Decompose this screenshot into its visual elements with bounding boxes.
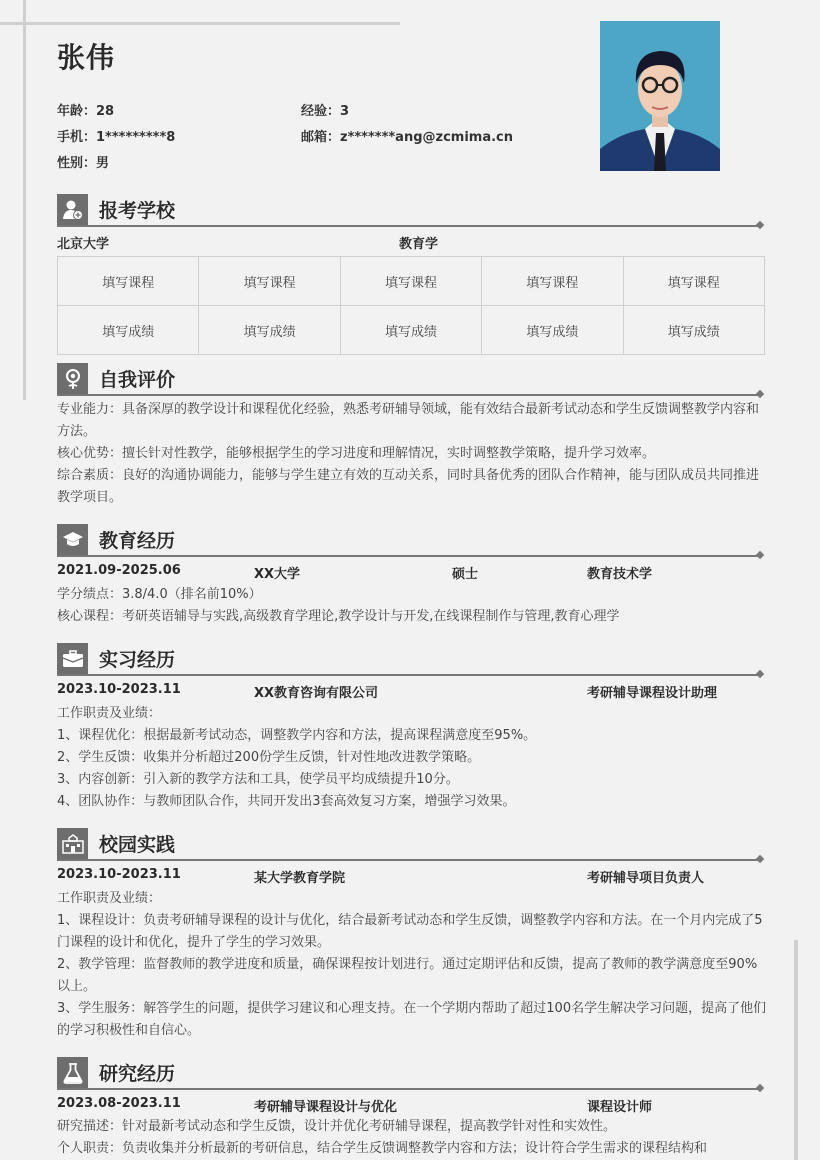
campus-role: 考研辅导项目负责人 — [587, 871, 705, 886]
internship-period: 2023.10-2023.11 — [57, 682, 181, 697]
divider-diamond — [756, 670, 764, 678]
score-cell[interactable]: 填写成绩 — [623, 306, 764, 355]
decorative-right-bar — [794, 940, 798, 1160]
campus-org: 某大学教育学院 — [254, 871, 346, 886]
divider-diamond — [756, 855, 764, 863]
course-cell[interactable]: 填写课程 — [58, 257, 199, 306]
self-evaluation-text — [57, 399, 767, 509]
evaluation-paragraph: 核心优势：擅长针对性教学，能够根据学生的学习进度和理解情况，实时调整教学策略，提升学习效率。 — [57, 446, 656, 461]
school-building-icon — [57, 828, 88, 859]
internship-role: 考研辅导课程设计助理 — [587, 686, 718, 701]
research-role: 课程设计师 — [587, 1100, 653, 1115]
gender-field — [57, 152, 109, 171]
score-cell[interactable]: 填写成绩 — [199, 306, 340, 355]
research-project: 考研辅导课程设计与优化 — [254, 1100, 398, 1115]
course-cell[interactable]: 填写课程 — [199, 257, 340, 306]
list-item: 1、课程优化：根据最新考试动态，调整教学内容和方法，提高课程满意度至95%。 — [57, 728, 537, 743]
phone-field — [57, 126, 175, 145]
section-title: 自我评价 — [99, 369, 176, 391]
list-item: 3、学生服务：解答学生的问题，提供学习建议和心理支持。在一个学期内帮助了超过100名学生解决学习问题，提高了他们的学习积极性和自信心。 — [57, 1001, 767, 1038]
research-description: 研究描述：针对最新考试动态和学生反馈，设计并优化考研辅导课程，提高教学针对性和实效性。 — [57, 1119, 617, 1134]
section-title: 实习经历 — [99, 649, 176, 671]
target-major: 教育学 — [399, 237, 439, 252]
score-cell[interactable]: 填写成绩 — [58, 306, 199, 355]
evaluation-paragraph: 专业能力：具备深厚的教学设计和课程优化经验，熟悉考研辅导领域，能有效结合最新考试动态和学生反馈调整教学内容和方法。 — [57, 402, 760, 439]
internship-company: XX教育咨询有限公司 — [254, 686, 379, 701]
score-cell[interactable]: 填写成绩 — [482, 306, 623, 355]
section-divider — [57, 674, 761, 676]
age-label: 年龄： — [57, 104, 97, 119]
campus-details — [57, 888, 767, 1042]
campus-intro: 工作职责及业绩： — [57, 891, 162, 906]
table-row-scores — [58, 306, 765, 355]
flask-icon — [57, 1057, 88, 1088]
section-divider — [57, 225, 761, 227]
experience-label: 经验： — [301, 104, 341, 119]
profile-photo — [600, 21, 720, 171]
education-degree: 硕士 — [452, 567, 479, 582]
user-add-icon — [57, 194, 88, 225]
course-cell[interactable]: 填写课程 — [340, 257, 481, 306]
section-divider — [57, 1088, 761, 1090]
experience-field — [301, 100, 349, 119]
course-cell[interactable]: 填写课程 — [623, 257, 764, 306]
score-cell[interactable]: 填写成绩 — [340, 306, 481, 355]
briefcase-icon — [57, 643, 88, 674]
list-item: 2、学生反馈：收集并分析超过200份学生反馈，针对性地改进教学策略。 — [57, 750, 481, 765]
gender-value: 男 — [96, 156, 110, 171]
list-item: 2、教学管理：监督教师的教学进度和质量，确保课程按计划进行。通过定期评估和反馈，提高了教师的教学满意度至90%以上。 — [57, 957, 758, 994]
email-field — [301, 126, 513, 145]
decorative-vertical-line — [23, 0, 26, 400]
section-header-target-school — [57, 194, 765, 225]
course-cell[interactable]: 填写课程 — [482, 257, 623, 306]
phone-value: 1*********8 — [96, 130, 176, 145]
list-item: 3、内容创新：引入新的教学方法和工具，使学员平均成绩提升10分。 — [57, 772, 459, 787]
education-period: 2021.09-2025.06 — [57, 563, 181, 578]
research-details — [57, 1116, 767, 1160]
section-divider — [57, 394, 761, 396]
age-field — [57, 100, 114, 119]
evaluation-paragraph: 综合素质：良好的沟通协调能力，能够与学生建立有效的互动关系，同时具备优秀的团队合作精神，能与团队成员共同推进教学项目。 — [57, 468, 760, 505]
list-item: 4、团队协作：与教师团队合作，共同开发出3套高效复习方案，增强学习效果。 — [57, 794, 516, 809]
education-school: XX大学 — [254, 567, 301, 582]
research-period: 2023.08-2023.11 — [57, 1096, 181, 1111]
graduation-cap-icon — [57, 524, 88, 555]
gender-label: 性别： — [57, 156, 97, 171]
divider-diamond — [756, 221, 764, 229]
list-item: 1、课程设计：负责考研辅导课程的设计与优化，结合最新考试动态和学生反馈，调整教学内容和方法。在一个月内完成了5门课程的设计和优化，提升了学生的学习效果。 — [57, 913, 763, 950]
research-duty: 个人职责：负责收集并分析最新的考研信息，结合学生反馈调整教学内容和方法；设计符合学生需求的课程结构和 — [57, 1141, 708, 1156]
candidate-name: 张伟 — [57, 41, 116, 74]
section-title: 教育经历 — [99, 530, 176, 552]
section-header-education — [57, 524, 765, 555]
divider-diamond — [756, 1084, 764, 1092]
section-header-campus — [57, 828, 765, 859]
section-divider — [57, 555, 761, 557]
section-header-research — [57, 1057, 765, 1088]
age-value: 28 — [96, 104, 115, 119]
section-title: 校园实践 — [99, 834, 176, 856]
section-title: 研究经历 — [99, 1063, 176, 1085]
decorative-horizontal-line — [0, 22, 400, 25]
education-major: 教育技术学 — [587, 567, 653, 582]
section-divider — [57, 859, 761, 861]
flower-icon — [57, 363, 88, 394]
divider-diamond — [756, 390, 764, 398]
education-gpa: 学分绩点：3.8/4.0（排名前10%） — [57, 587, 262, 602]
internship-intro: 工作职责及业绩： — [57, 706, 162, 721]
email-label: 邮箱： — [301, 130, 341, 145]
target-school-name: 北京大学 — [57, 237, 110, 252]
section-title: 报考学校 — [99, 200, 176, 222]
divider-diamond — [756, 551, 764, 559]
internship-details — [57, 703, 767, 813]
education-details — [57, 584, 767, 628]
experience-value: 3 — [340, 104, 350, 119]
course-score-table — [57, 256, 765, 355]
section-header-internship — [57, 643, 765, 674]
campus-period: 2023.10-2023.11 — [57, 867, 181, 882]
table-row-courses — [58, 257, 765, 306]
education-courses: 核心课程：考研英语辅导与实践,高级教育学理论,教学设计与开发,在线课程制作与管理,教育心理学 — [57, 609, 620, 624]
section-header-self-evaluation — [57, 363, 765, 394]
phone-label: 手机： — [57, 130, 97, 145]
email-value: z*******ang@zcmima.cn — [340, 130, 513, 145]
